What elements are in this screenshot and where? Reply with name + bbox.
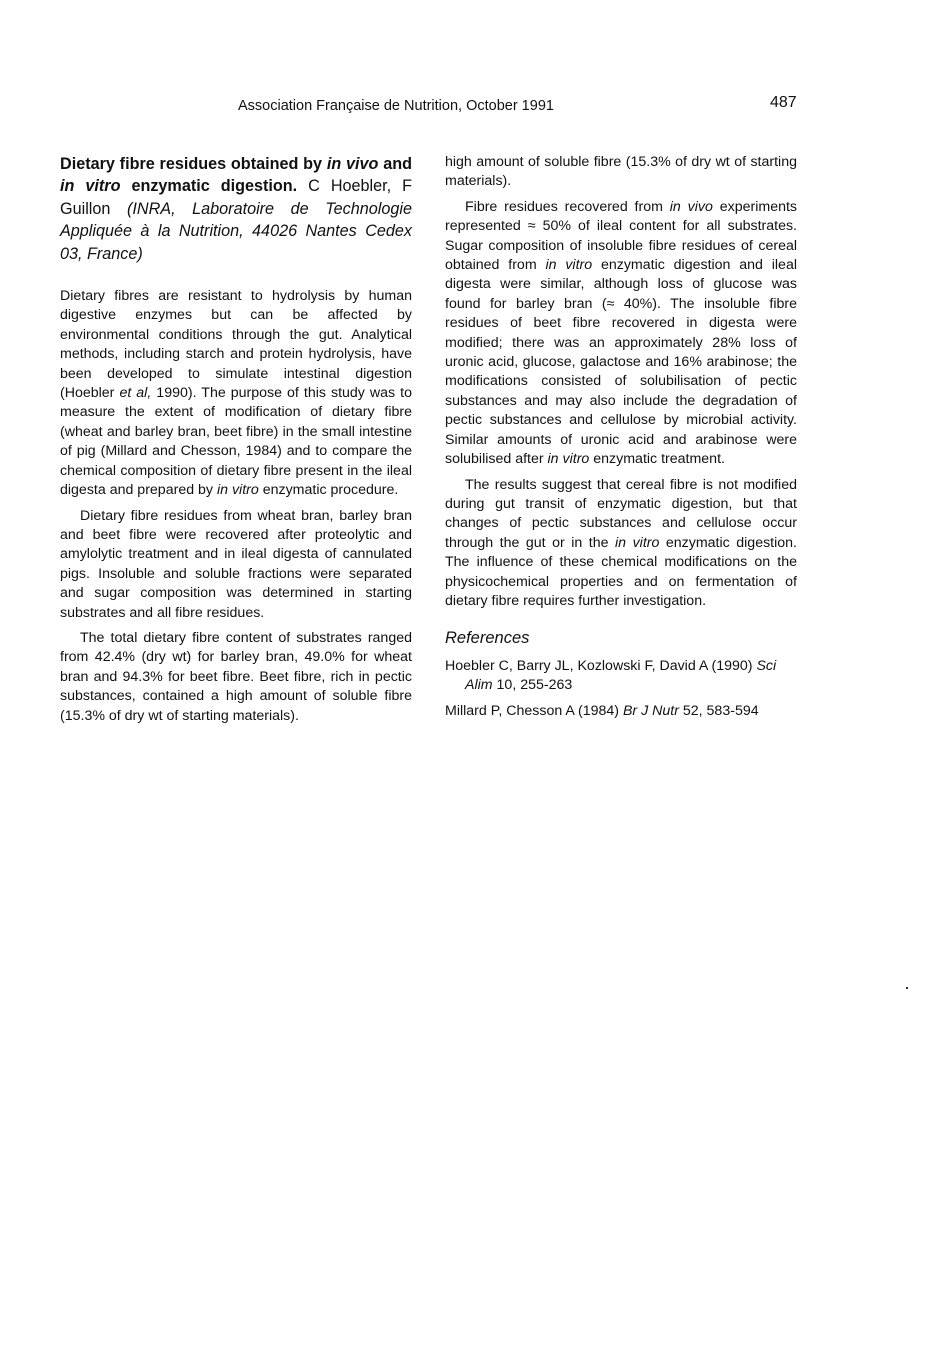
article-title: Dietary fibre residues obtained by in vivo and in vitro enzymatic digestion. — [60, 155, 413, 196]
scan-speck — [906, 987, 908, 989]
paragraph-3-continued: high amount of soluble fibre (15.3% of dry wt of starting materials). — [445, 154, 797, 190]
paragraph-1: Dietary fibres are resistant to hydrolysis by human digestive enzymes but can be affected by environmental conditions through the gut. Analytical methods, including starch and protein hydrolysis, have been developed to simulate intestinal digestion (Hoebler et al, 1990). The purpose of this study was to measure the extent of modification of dietary fibre (wheat and barley bran, beet fibre) in the small intestine of pig (Millard and Chesson, 1984) and to compare the chemical composition of dietary fibre present in the ileal digesta and prepared by in vitro enzymatic procedure. — [60, 288, 412, 499]
affiliation: (INRA, Laboratoire de Technologie Appliquée à la Nutrition, 44026 Nantes Cedex 03, France) — [60, 199, 412, 263]
references-heading: References — [445, 629, 530, 648]
paragraph-2: Dietary fibre residues from wheat bran, barley bran and beet fibre were recovered after proteolytic and amylolytic treatment and in ileal digesta of cannulated pigs. Insoluble and soluble fractions were separated and sugar composition was determined in starting substrates and all fibre residues. — [60, 507, 412, 621]
paragraph-3: The total dietary fibre content of substrates ranged from 42.4% (dry wt) for barley bran, 49.0% for wheat bran and 94.3% for beet fibre. Beet fibre, rich in pectic substances, contained a high amount of soluble fibre (15.3% of dry wt of starting materials). — [60, 629, 412, 724]
article-title-block — [60, 153, 412, 265]
left-column — [60, 153, 413, 724]
running-header: Association Française de Nutrition, October 1991 — [238, 98, 554, 114]
paragraph-4: Fibre residues recovered from in vivo experiments represented ≈ 50% of ileal content for all substrates. Sugar composition of insoluble fibre residues of cereal obtained from in vitro enzymatic digestion and ileal digesta were similar, although loss of glucose was found for barley bran (≈ 40%). The insoluble fibre residues of beet fibre recovered in digesta were modified; there was an approximately 28% loss of uronic acid, glucose, galactose and 16% arabinose; the modifications consisted of solubilisation of pectic substances and may also include the degradation of pectic substances and cellulose by microbial activity. Similar amounts of uronic acid and arabinose were solubilised after in vitro enzymatic treatment. — [445, 198, 798, 468]
reference-item: Millard P, Chesson A (1984) Br J Nutr 52, 583-594 — [445, 702, 759, 719]
paragraph-5: The results suggest that cereal fibre is not modified during gut transit of enzymatic digestion, but that changes of pectic substances and cellulose occur through the gut or in the in vitro enzymatic digestion. The influence of these chemical modifications on the physicochemical properties and on fermentation of dietary fibre requires further investigation. — [445, 476, 797, 609]
authors: C Hoebler, F Guillon — [60, 177, 412, 218]
reference-item: Hoebler C, Barry JL, Kozlowski F, David A (1990) Sci Alim 10, 255-263 — [445, 657, 777, 694]
page-number: 487 — [770, 94, 797, 111]
right-column — [445, 153, 797, 727]
